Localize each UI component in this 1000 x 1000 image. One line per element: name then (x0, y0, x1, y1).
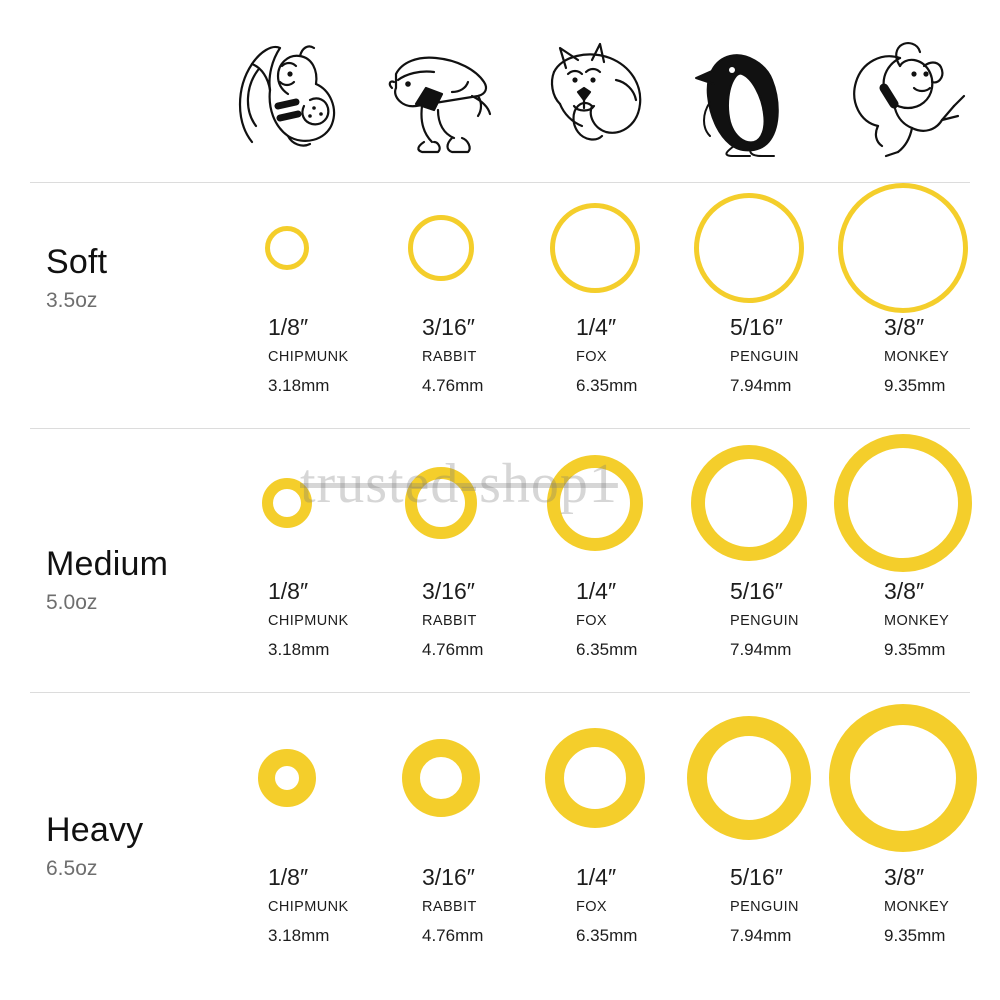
size-animal-name: RABBIT (422, 613, 477, 630)
size-animal-name: CHIPMUNK (268, 349, 349, 366)
size-fraction: 3/16″ (422, 314, 475, 340)
size-millimeters: 3.18mm (268, 376, 330, 396)
section-weight: 3.5oz (46, 289, 98, 313)
size-column (364, 182, 518, 428)
band-ring (545, 728, 645, 828)
size-fraction: 5/16″ (730, 314, 783, 340)
size-animal-name: RABBIT (422, 899, 477, 916)
section-weight: 5.0oz (46, 591, 98, 615)
size-labels (364, 314, 518, 396)
size-column (518, 182, 672, 428)
size-labels (826, 578, 980, 660)
size-fraction: 3/8″ (884, 314, 925, 340)
rabbit-icon (364, 20, 518, 170)
band-illustration (672, 692, 826, 864)
band-illustration (518, 182, 672, 314)
size-fraction: 1/8″ (268, 864, 309, 890)
chipmunk-icon (210, 20, 364, 170)
section-heavy (0, 692, 1000, 982)
size-animal-name: MONKEY (884, 899, 950, 916)
size-animal-name: MONKEY (884, 613, 950, 630)
size-millimeters: 7.94mm (730, 376, 792, 396)
size-millimeters: 7.94mm (730, 640, 792, 660)
size-column (364, 692, 518, 982)
size-column (210, 428, 364, 692)
section-medium (0, 428, 1000, 692)
band-ring (547, 455, 643, 551)
band-illustration (672, 182, 826, 314)
band-ring (405, 467, 477, 539)
band-ring (829, 704, 977, 852)
size-labels (210, 578, 364, 660)
size-fraction: 1/8″ (268, 314, 309, 340)
section-title: Heavy (46, 811, 144, 849)
size-column (672, 182, 826, 428)
size-animal-name: FOX (576, 349, 608, 366)
band-ring (834, 434, 972, 572)
band-ring (838, 183, 968, 313)
size-fraction: 3/16″ (422, 578, 475, 604)
size-column (826, 692, 980, 982)
size-labels (210, 864, 364, 946)
band-ring (691, 445, 807, 561)
size-millimeters: 4.76mm (422, 640, 484, 660)
size-labels (364, 864, 518, 946)
size-animal-name: PENGUIN (730, 613, 799, 630)
size-millimeters: 6.35mm (576, 376, 638, 396)
size-fraction: 1/4″ (576, 314, 617, 340)
band-illustration (826, 182, 980, 314)
band-illustration (364, 692, 518, 864)
size-millimeters: 3.18mm (268, 640, 330, 660)
size-columns (210, 428, 980, 692)
section-title: Soft (46, 243, 108, 281)
band-illustration (826, 692, 980, 864)
band-illustration (364, 182, 518, 314)
band-illustration (210, 182, 364, 314)
band-ring (258, 749, 316, 807)
section-weight: 6.5oz (46, 857, 98, 881)
size-animal-name: CHIPMUNK (268, 613, 349, 630)
band-ring (402, 739, 480, 817)
size-animal-name: CHIPMUNK (268, 899, 349, 916)
size-column (672, 692, 826, 982)
size-labels (672, 314, 826, 396)
size-labels (364, 578, 518, 660)
band-illustration (672, 428, 826, 578)
size-labels (210, 314, 364, 396)
size-fraction: 5/16″ (730, 864, 783, 890)
size-column (672, 428, 826, 692)
watermark-text: trusted-shop1 (300, 453, 618, 515)
band-ring (262, 478, 312, 528)
band-illustration (210, 692, 364, 864)
size-column (364, 428, 518, 692)
size-animal-name: PENGUIN (730, 349, 799, 366)
size-animal-name: RABBIT (422, 349, 477, 366)
size-fraction: 1/8″ (268, 578, 309, 604)
fox-icon (518, 20, 672, 170)
band-illustration (518, 692, 672, 864)
size-labels (518, 314, 672, 396)
band-ring (550, 203, 640, 293)
size-labels (672, 578, 826, 660)
band-ring (687, 716, 811, 840)
size-millimeters: 4.76mm (422, 926, 484, 946)
band-ring (408, 215, 474, 281)
size-fraction: 1/4″ (576, 578, 617, 604)
band-illustration (364, 428, 518, 578)
penguin-icon (672, 20, 826, 170)
size-millimeters: 9.35mm (884, 926, 946, 946)
size-millimeters: 9.35mm (884, 376, 946, 396)
size-millimeters: 7.94mm (730, 926, 792, 946)
size-millimeters: 6.35mm (576, 926, 638, 946)
animal-illustration-row (210, 20, 980, 170)
section-label (46, 244, 226, 313)
size-labels (518, 864, 672, 946)
size-labels (672, 864, 826, 946)
monkey-icon (826, 20, 980, 170)
section-title: Medium (46, 545, 169, 583)
size-millimeters: 4.76mm (422, 376, 484, 396)
band-ring (694, 193, 804, 303)
size-animal-name: FOX (576, 613, 608, 630)
band-illustration (826, 428, 980, 578)
size-labels (518, 578, 672, 660)
size-fraction: 3/8″ (884, 864, 925, 890)
size-columns (210, 692, 980, 982)
size-fraction: 5/16″ (730, 578, 783, 604)
size-fraction: 1/4″ (576, 864, 617, 890)
band-illustration (518, 428, 672, 578)
size-fraction: 3/16″ (422, 864, 475, 890)
section-label (46, 546, 226, 615)
size-animal-name: MONKEY (884, 349, 950, 366)
size-fraction: 3/8″ (884, 578, 925, 604)
section-soft (0, 182, 1000, 428)
band-illustration (210, 428, 364, 578)
size-column (826, 182, 980, 428)
size-column (210, 692, 364, 982)
size-column (518, 692, 672, 982)
size-millimeters: 6.35mm (576, 640, 638, 660)
size-millimeters: 9.35mm (884, 640, 946, 660)
size-animal-name: PENGUIN (730, 899, 799, 916)
size-labels (826, 864, 980, 946)
size-millimeters: 3.18mm (268, 926, 330, 946)
size-column (210, 182, 364, 428)
size-column (518, 428, 672, 692)
band-ring (265, 226, 309, 270)
size-columns (210, 182, 980, 428)
section-label (46, 812, 226, 881)
size-column (826, 428, 980, 692)
size-animal-name: FOX (576, 899, 608, 916)
size-labels (826, 314, 980, 396)
